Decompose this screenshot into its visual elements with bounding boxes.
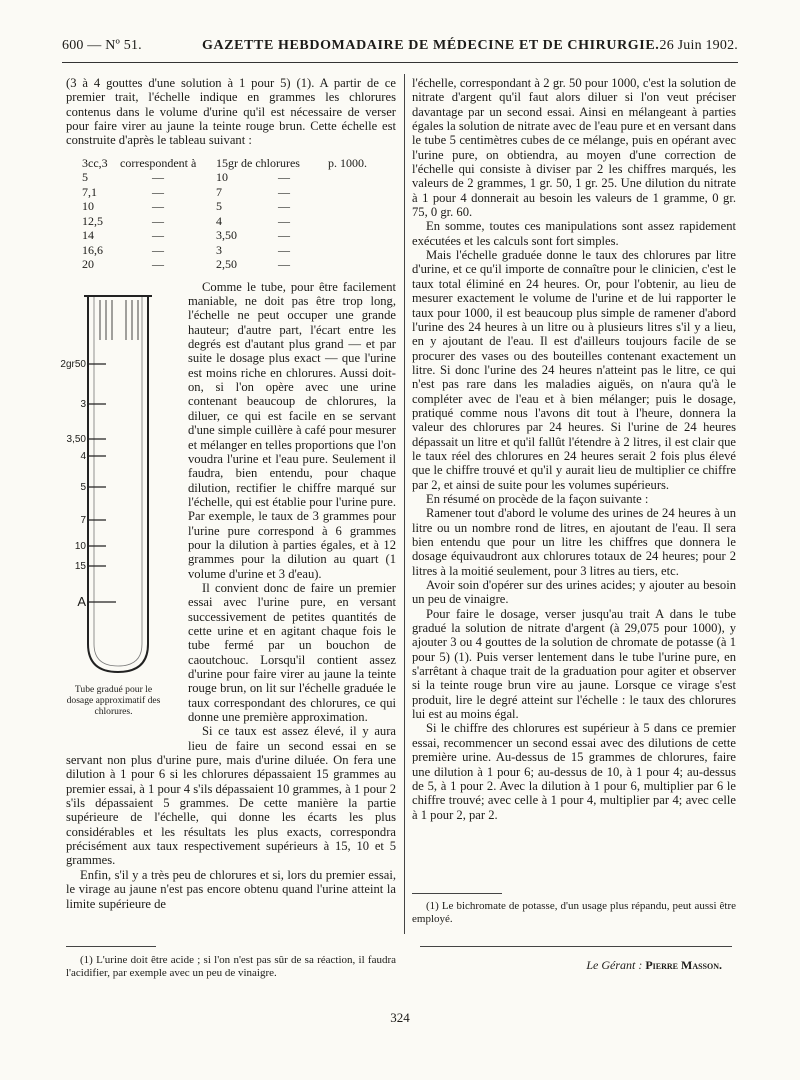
intro-paragraph: (3 à 4 gouttes d'une solution à 1 pour 5) (1). A partir de ce premier trait, l'échelle indique en grammes les chlorures contenus dans le volume d'urine qu'il est nécessaire de verser pour faire virer au jaune la teinte rouge brun. Cette échelle est construite d'après le tableau suivant :	[66, 76, 396, 148]
table-row	[82, 214, 396, 229]
paragraph: Ramener tout d'abord le volume des urines de 24 heures à un litre ou un nombre rond de litres, en ajoutant de l'eau. Il sera bien entendu que pour un litre les chiffres que donnera le dosage équivaudront aux chlorures totaux de 24 heures; pour 2 litres à la moitié seulement, pour 3 litres au tiers, etc.	[412, 506, 736, 578]
table-cell: —	[278, 228, 290, 243]
footnote-right: (1) Le bichromate de potasse, d'un usage plus répandu, peut aussi être employé.	[412, 900, 736, 925]
table-cell: —	[152, 199, 164, 214]
scale-label: 3	[80, 398, 86, 410]
low-chloride-paragraph: Enfin, s'il y a très peu de chlorures et si, lors du premier essai, le virage au jaune n'est pas encore obtenu quand l'urine atteint la limite supérieure de	[66, 867, 396, 911]
scale-label: 5	[80, 481, 86, 493]
table-cell: 5	[216, 199, 222, 214]
table-cell: 10	[216, 170, 228, 185]
summary-heading: En résumé on procède de la façon suivante :	[426, 491, 649, 506]
footnote-rule	[66, 946, 156, 947]
running-header	[62, 36, 738, 58]
first-trial-paragraph: Il convient donc de faire un premier essai avec l'urine pure, en versant successivement de petites quantités de cette urine et en agitant chaque fois le tube fermé par un bouchon de caoutchouc. Lorsqu'il contient assez d'urine pour faire virer au jaune la teinte rouge brun, on lit sur l'échelle graduée le taux correspondant des chlorures, ce qui donne une première approximation.	[188, 580, 396, 725]
signature-name: Pierre Masson.	[645, 958, 722, 972]
table-cell: 4	[216, 213, 222, 228]
table-cell: —	[278, 170, 290, 185]
table-row	[82, 185, 396, 200]
paragraph: Mais l'échelle graduée donne le taux des chlorures par litre d'urine, et ce qu'il importe de connaître pour le clinicien, c'est le taux total éliminé en 24 heures. Or, pour l'obtenir, au lieu de mesurer exactement le volume de l'urine et de lui rapporter le taux pour 1000, il est beaucoup plus simple de ramener d'abord l'urine des 24 heures à un litre ou à plusieurs litres s'il y a lieu, en y ajoutant de l'eau. Il est d'ailleurs toujours facile de se procurer des vases ou des bouteilles contenant exactement un litre. Si donc l'urine des 24 heures n'atteint pas le litre, ce qui n'est pas rare dans les maladies aiguës, on n'aura qu'à le compléter avec de l'eau et à bien mélanger; puis le dosage, pratiqué comme nous l'avons dit tout à l'heure, donnera la valeur des chlorures par 24 heures. Si l'urine de 24 heures dépassait un litre et qu'il fallût l'étendre à 2 litres, il est clair que le taux réel des chlorures en 24 heures serait 2 fois plus élevé que le chiffre trouvé et qu'il y aurait lieu de multiplier ce chiffre par 2, et ainsi de suite pour les volumes supérieurs.	[412, 248, 736, 492]
table-cell: 3cc,3	[82, 155, 108, 170]
table-cell: correspondent à	[120, 155, 197, 170]
table-cell: 7,1	[82, 184, 97, 199]
scale-label: 2gr50	[60, 358, 86, 370]
signature-label: Le Gérant :	[586, 958, 643, 972]
table-cell: 12,5	[82, 213, 103, 228]
graduated-tube-figure	[60, 284, 178, 744]
header-rule	[62, 62, 738, 63]
signature	[412, 958, 722, 973]
table-cell: 16,6	[82, 242, 103, 257]
journal-title: GAZETTE HEBDOMADAIRE DE MÉDECINE ET DE CHIRURGIE.	[202, 38, 660, 53]
table-row	[82, 199, 396, 214]
table-cell: 3	[216, 242, 222, 257]
right-column	[412, 76, 736, 822]
dilution-table	[82, 156, 396, 272]
page-number: 324	[390, 1010, 410, 1025]
table-row	[82, 228, 396, 243]
table-row	[82, 243, 396, 258]
figure-caption: Tube gradué pour le dosage approximatif des chlorures.	[66, 683, 161, 717]
table-cell: 20	[82, 257, 94, 272]
header-date: 26 Juin 1902.	[659, 38, 738, 53]
header-issue: 600 — Nº 51.	[62, 38, 142, 53]
paragraph: Avoir soin d'opérer sur des urines acides; y ajouter au besoin un peu de vinaigre.	[412, 578, 736, 607]
table-row	[82, 170, 396, 185]
footnote-rule-right	[412, 893, 502, 894]
table-cell: 15gr de chlorures	[216, 155, 300, 170]
table-row	[82, 156, 396, 171]
table-row	[82, 257, 396, 272]
second-trial-paragraph: Si ce taux est assez élevé, il y aura lieu de faire un second essai en se servant non plus d'urine pure, mais d'urine diluée. On fera une dilution à 1 pour 6 si les chlorures dépassaient 15 grammes au premier essai, à 1 pour 4 s'ils dépassaient 10 grammes, à 1 pour 2 s'ils dépassaient 5 grammes. De cette manière la partie supérieure de l'échelle, qui donne les écarts les plus considérables et les résultats les plus exacts, correspondra précisément aux taux respectivement supérieurs à 15, 10 et 5 grammes.	[66, 724, 396, 868]
paragraph: l'échelle, correspondant à 2 gr. 50 pour 1000, c'est la solution de nitrate d'argent qu'il faut alors diluer si l'on veut préciser davantage par un second essai. Ainsi en mélangeant à parties égales la solution de nitrate avec de l'eau pure et en versant dans le tube 5 centimètres cubes de ce mélange, puis en opérant avec l'urine pure, on obtiendra, au moyen d'une correction de l'échelle qui consiste à diviser par 2 les chiffres marqués, les valeurs de 2 grammes, 1 gr. 50, 1 gr. 25. Une dilution du nitrate à 1 pour 4 donnerait au besoin les valeurs de 1 gramme, 0 gr. 75, 0 gr. 60.	[412, 76, 736, 220]
table-cell: 14	[82, 228, 94, 243]
table-cell: —	[152, 257, 164, 272]
scale-label: 3,50	[66, 433, 86, 445]
table-cell: —	[152, 228, 164, 243]
table-cell: —	[278, 257, 290, 272]
scale-label: A	[77, 593, 86, 609]
paragraph: Si le chiffre des chlorures est supérieur à 5 dans ce premier essai, recommencer un second essai avec des dilutions de cette première urine. Au-dessus de 15 grammes de chlorures, faire une dilution à 1 pour 6; au-dessus de 10, à 1 pour 4; au-dessus de 5, à 1 pour 2. Avec la dilution à 1 pour 6, multiplier par 6 le chiffre trouvé; avec celle à 1 pour 4, multiplier par 4; avec celle à 1 pour 2, par 2.	[412, 721, 736, 822]
table-cell: —	[152, 170, 164, 185]
paragraph: Pour faire le dosage, verser jusqu'au trait A dans le tube gradué la solution de nitrate d'argent (à 29,075 pour 1000), y ajouter 3 ou 4 gouttes de la solution de chromate de potasse (à 1 pour 5) (1). Puis verser lentement dans le tube l'urine pure, en s'arrêtant à chaque trait de la graduation pour agiter et observer si la teinte rouge brun vire au jaune. Lorsque ce virage s'est produit, lire le degré atteint sur l'échelle : le taux des chlorures lui est au moins égal.	[412, 606, 736, 722]
tube-paragraph: Comme le tube, pour être facilement maniable, ne doit pas être trop long, l'échelle ne peut occuper une grande hauteur; d'autre part, l'écart entre les degrés est d'autant plus grand — et par suite le dosage plus exact — que l'urine est moins riche en chlorures. Aussi doit-on, si l'on opère avec une urine contenant beaucoup de chlorures, la diluer, ce qui est facile en se servant d'une simple cuillère à café pour mesurer et mélanger en telles proportions que l'on voudra l'urine et l'eau pure. Seulement il faudra, bien entendu, pour chaque dilution, rectifier le chiffre marqué sur l'échelle, qui est établie pour l'urine pure. Par exemple, le taux de 3 grammes pour l'urine pure correspond à 6 grammes pour la dilution à parties égales, et à 12 grammes pour la dilution au quart (1 volume d'urine et 3 d'eau).	[188, 279, 396, 581]
table-cell: —	[152, 213, 164, 228]
table-cell: 10	[82, 199, 94, 214]
footnote-left: (1) L'urine doit être acide ; si l'on n'est pas sûr de sa réaction, il faudra l'acidifier, par exemple avec un peu de vinaigre.	[66, 954, 396, 979]
table-cell: —	[278, 213, 290, 228]
scale-label: 7	[80, 514, 86, 526]
scale-label: 4	[80, 450, 86, 462]
paragraph: En somme, toutes ces manipulations sont assez rapidement exécutées et les calculs sont fort simples.	[412, 219, 736, 248]
table-cell: —	[152, 184, 164, 199]
table-cell: —	[278, 242, 290, 257]
table-cell: 5	[82, 170, 88, 185]
table-cell: —	[278, 184, 290, 199]
table-cell: p. 1000.	[328, 155, 367, 170]
column-divider	[404, 74, 405, 934]
table-cell: 7	[216, 184, 222, 199]
table-cell: 3,50	[216, 228, 237, 243]
scale-label: 10	[74, 540, 86, 552]
figure-wrap-area	[60, 279, 396, 911]
table-cell: 2,50	[216, 257, 237, 272]
left-column	[60, 76, 396, 911]
scale-label: 15	[74, 560, 86, 572]
table-cell: —	[152, 242, 164, 257]
end-rule	[420, 946, 732, 947]
table-cell: —	[278, 199, 290, 214]
